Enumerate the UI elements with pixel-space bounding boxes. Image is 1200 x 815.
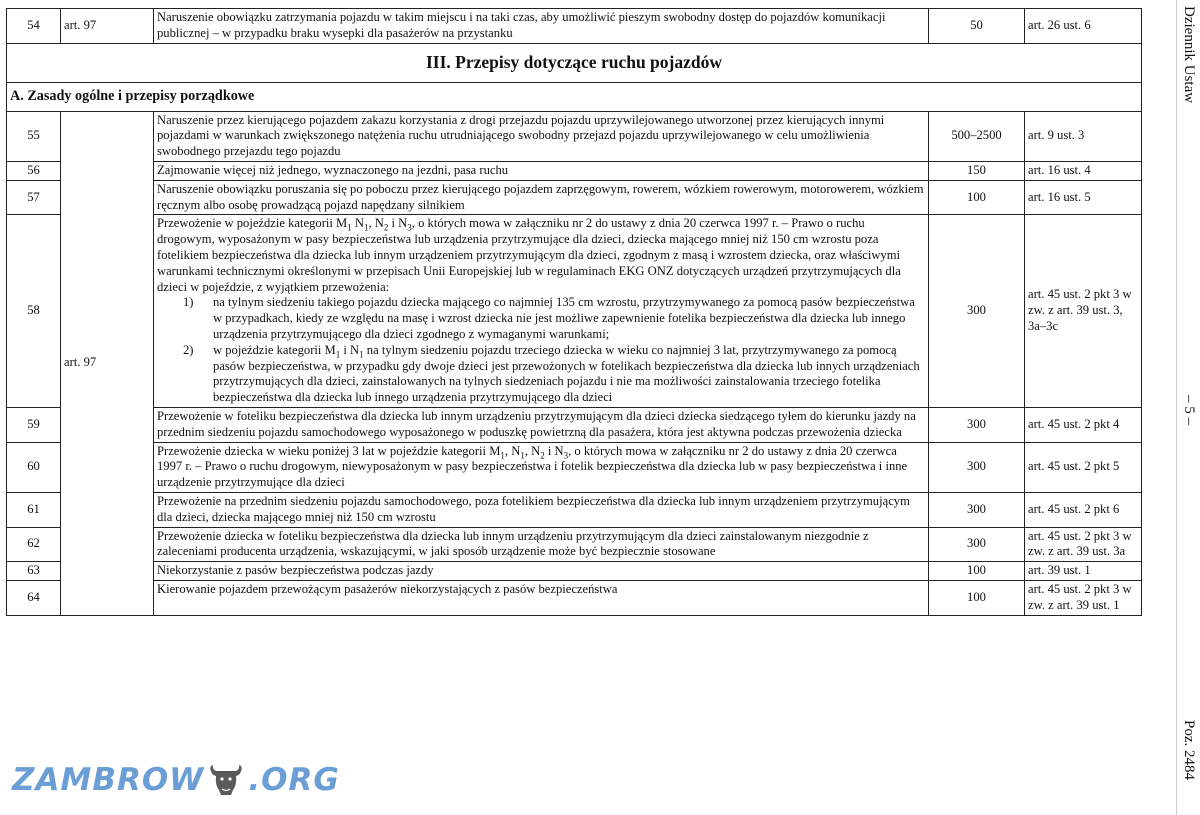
fine-amount: 300	[929, 492, 1025, 527]
legal-reference: art. 45 ust. 2 pkt 3 w zw. z art. 39 ust. 1	[1025, 580, 1142, 615]
article-cell-merged	[61, 111, 154, 615]
legal-reference: art. 45 ust. 2 pkt 3 w zw. z art. 39 ust. 3a	[1025, 527, 1142, 562]
subsection-heading: A. Zasady ogólne i przepisy porządkowe	[7, 82, 1142, 111]
fine-amount: 150	[929, 161, 1025, 180]
page-margin	[1176, 0, 1200, 815]
row-number: 63	[7, 562, 61, 581]
position-number: Poz. 2484	[1181, 720, 1197, 780]
logo-text-right: .ORG	[248, 762, 340, 798]
legal-reference: art. 45 ust. 2 pkt 3 w zw. z art. 39 ust. 3, 3a–3c	[1025, 215, 1142, 408]
offense-description: Przewożenie dziecka w foteliku bezpieczeństwa dla dziecka lub innym urządzeniu przytrzymującym dla dzieci zainstalowanym niezgodnie z zaleceniami producenta urządzenia, wskazującymi, w jaki sposób urządzenie może być bezpiecznie stosowane	[154, 527, 929, 562]
table-row	[7, 215, 1142, 408]
fine-amount: 300	[929, 527, 1025, 562]
fine-amount: 100	[929, 180, 1025, 215]
legal-reference: art. 45 ust. 2 pkt 4	[1025, 407, 1142, 442]
legal-reference: art. 26 ust. 6	[1025, 9, 1142, 44]
section-heading-row	[7, 43, 1142, 82]
list-item	[157, 343, 925, 406]
table-row	[7, 111, 1142, 161]
offense-description: Naruszenie przez kierującego pojazdem zakazu korzystania z drogi przejazdu pojazdu uprzywilejowanego utworzonej przez kierujących innymi pojazdami w warunkach zwiększonego natężenia ruchu utrudniającego swobodny przejazd pojazdu uprzywilejowanego w celu umożliwienia swobodnego przejazdu tego pojazdu	[154, 111, 929, 161]
offense-description: Naruszenie obowiązku poruszania się po poboczu przez kierującego pojazdem zaprzęgowym, rowerem, wózkiem rowerowym, motorowerem, wózkiem ręcznym albo osobę prowadzącą pojazd napędzany silnikiem	[154, 180, 929, 215]
journal-name: Dziennik Ustaw	[1181, 6, 1197, 104]
legal-reference: art. 9 ust. 3	[1025, 111, 1142, 161]
offense-description: Przewożenie w foteliku bezpieczeństwa dla dziecka lub innym urządzeniu przytrzymującym dla dzieci dziecka siedzącego tyłem do kierunku jazdy na przednim siedzeniu pojazdu samochodowego wyposażonego w poduszkę powietrzną dla pasażera, która jest aktywna podczas przewożenia dziecka	[154, 407, 929, 442]
fine-amount: 500–2500	[929, 111, 1025, 161]
table-row	[7, 407, 1142, 442]
row-number: 58	[7, 215, 61, 408]
offense-description: Zajmowanie więcej niż jednego, wyznaczonego na jezdni, pasa ruchu	[154, 161, 929, 180]
legal-reference: art. 16 ust. 4	[1025, 161, 1142, 180]
table-row	[7, 442, 1142, 492]
legal-reference: art. 16 ust. 5	[1025, 180, 1142, 215]
article-label: art. 97	[64, 355, 97, 370]
site-logo	[12, 755, 340, 805]
legal-reference: art. 45 ust. 2 pkt 5	[1025, 442, 1142, 492]
offense-description: Przewożenie dziecka w wieku poniżej 3 lat w pojeździe kategorii $M_1$, $N_1$, $N_2$ i $N_3$, o których mowa w załączniku nr 2 do ustawy z dnia 20 czerwca 1997 r. – Prawo o ruchu drogowym, niewyposażonym w pasy bezpieczeństwa i fotelik bezpieczeństwa dla dziecka lub w pasy bezpieczeństwa i inne urządzenie przytrzymujące dla dzieci	[154, 442, 929, 492]
table-row	[7, 9, 1142, 44]
row-number: 54	[7, 9, 61, 44]
subsection-heading-row	[7, 82, 1142, 111]
row-number: 57	[7, 180, 61, 215]
list-item	[157, 295, 925, 342]
row-number: 60	[7, 442, 61, 492]
fine-amount: 300	[929, 442, 1025, 492]
row-number: 56	[7, 161, 61, 180]
fine-amount: 100	[929, 580, 1025, 615]
table-row	[7, 161, 1142, 180]
list-item-text: na tylnym siedzeniu takiego pojazdu dziecka mającego co najmniej 135 cm wzrostu, przytrzymywanego za pomocą pasów bezpieczeństwa w przypadkach, kiedy ze względu na masę i wzrost dziecka nie jest możliwe zapewnienie fotelika bezpieczeństwa dla dziecka lub innego urządzenia przytrzymującego dla dzieci zgodnego z wymaganymi warunkami;	[213, 295, 915, 341]
fine-amount: 300	[929, 215, 1025, 408]
logo-text-left: ZAMBROW	[12, 762, 205, 798]
table-row	[7, 527, 1142, 562]
table-row	[7, 180, 1142, 215]
offense-description: Naruszenie obowiązku zatrzymania pojazdu w takim miejscu i na taki czas, aby umożliwić pieszym swobodny dostęp do pojazdów komunikacji publicznej – w przypadku braku wysepki dla pasażerów na przystanku	[154, 9, 929, 44]
offense-intro: Przewożenie w pojeździe kategorii $M_1$ $N_1$, $N_2$ i $N_3$, o których mowa w załączniku nr 2 do ustawy z dnia 20 czerwca 1997 r. – Prawo o ruchu drogowym, wyposażonym w pasy bezpieczeństwa lub urządzenia przytrzymujące dla dzieci, dziecka mającego mniej niż 150 cm wzrostu poza fotelikiem bezpieczeństwa dla dziecka lub innym urządzeniem przytrzymującym dla dzieci, zgodnym z masą i wzrostem dziecka, oraz właściwymi warunkami technicznymi określonymi w przepisach Unii Europejskiej lub w regulaminach EKG ONZ dotyczących urządzeń przytrzymujących dla dzieci w pojeździe, z wyjątkiem przewożenia:	[157, 216, 901, 294]
offense-description: Kierowanie pojazdem przewożącym pasażerów niekorzystających z pasów bezpieczeństwa	[154, 580, 929, 615]
section-heading: III. Przepisy dotyczące ruchu pojazdów	[7, 43, 1142, 82]
offense-description: Niekorzystanie z pasów bezpieczeństwa podczas jazdy	[154, 562, 929, 581]
fine-amount: 100	[929, 562, 1025, 581]
offense-description: Przewożenie na przednim siedzeniu pojazdu samochodowego, poza fotelikiem bezpieczeństwa dla dziecka lub innym urządzeniem przytrzymującym dla dzieci, dziecka mającego mniej niż 150 cm wzrostu	[154, 492, 929, 527]
page-number: – 5 –	[1181, 395, 1197, 425]
row-number: 62	[7, 527, 61, 562]
list-item-text: w pojeździe kategorii $M_1$ i $N_1$ na tylnym siedzeniu pojazdu trzeciego dziecka w wieku co najmniej 3 lat, przytrzymywanego za pomocą pasów bezpieczeństwa, w przypadku gdy dwoje dzieci jest przewożonych w fotelikach bezpieczeństwa dla dziecka lub innych urządzeniach przytrzymujących dla dzieci, zainstalowanych na tylnych siedzeniach pojazdu i nie ma możliwości zainstalowania trzeciego fotelika bezpieczeństwa dla dziecka lub innego urządzenia przytrzymującego dla dzieci	[213, 342, 920, 405]
legal-reference: art. 39 ust. 1	[1025, 562, 1142, 581]
article-cell: art. 97	[61, 9, 154, 44]
row-number: 64	[7, 580, 61, 615]
legal-reference: art. 45 ust. 2 pkt 6	[1025, 492, 1142, 527]
fine-amount: 50	[929, 9, 1025, 44]
row-number: 61	[7, 492, 61, 527]
fines-table	[6, 8, 1142, 616]
list-item-number: 1)	[183, 295, 194, 310]
table-row	[7, 580, 1142, 615]
bison-icon	[207, 763, 245, 797]
table-row	[7, 562, 1142, 581]
row-number: 55	[7, 111, 61, 161]
fine-amount: 300	[929, 407, 1025, 442]
row-number: 59	[7, 407, 61, 442]
table-row	[7, 492, 1142, 527]
list-item-number: 2)	[183, 342, 194, 357]
offense-description	[154, 215, 929, 408]
